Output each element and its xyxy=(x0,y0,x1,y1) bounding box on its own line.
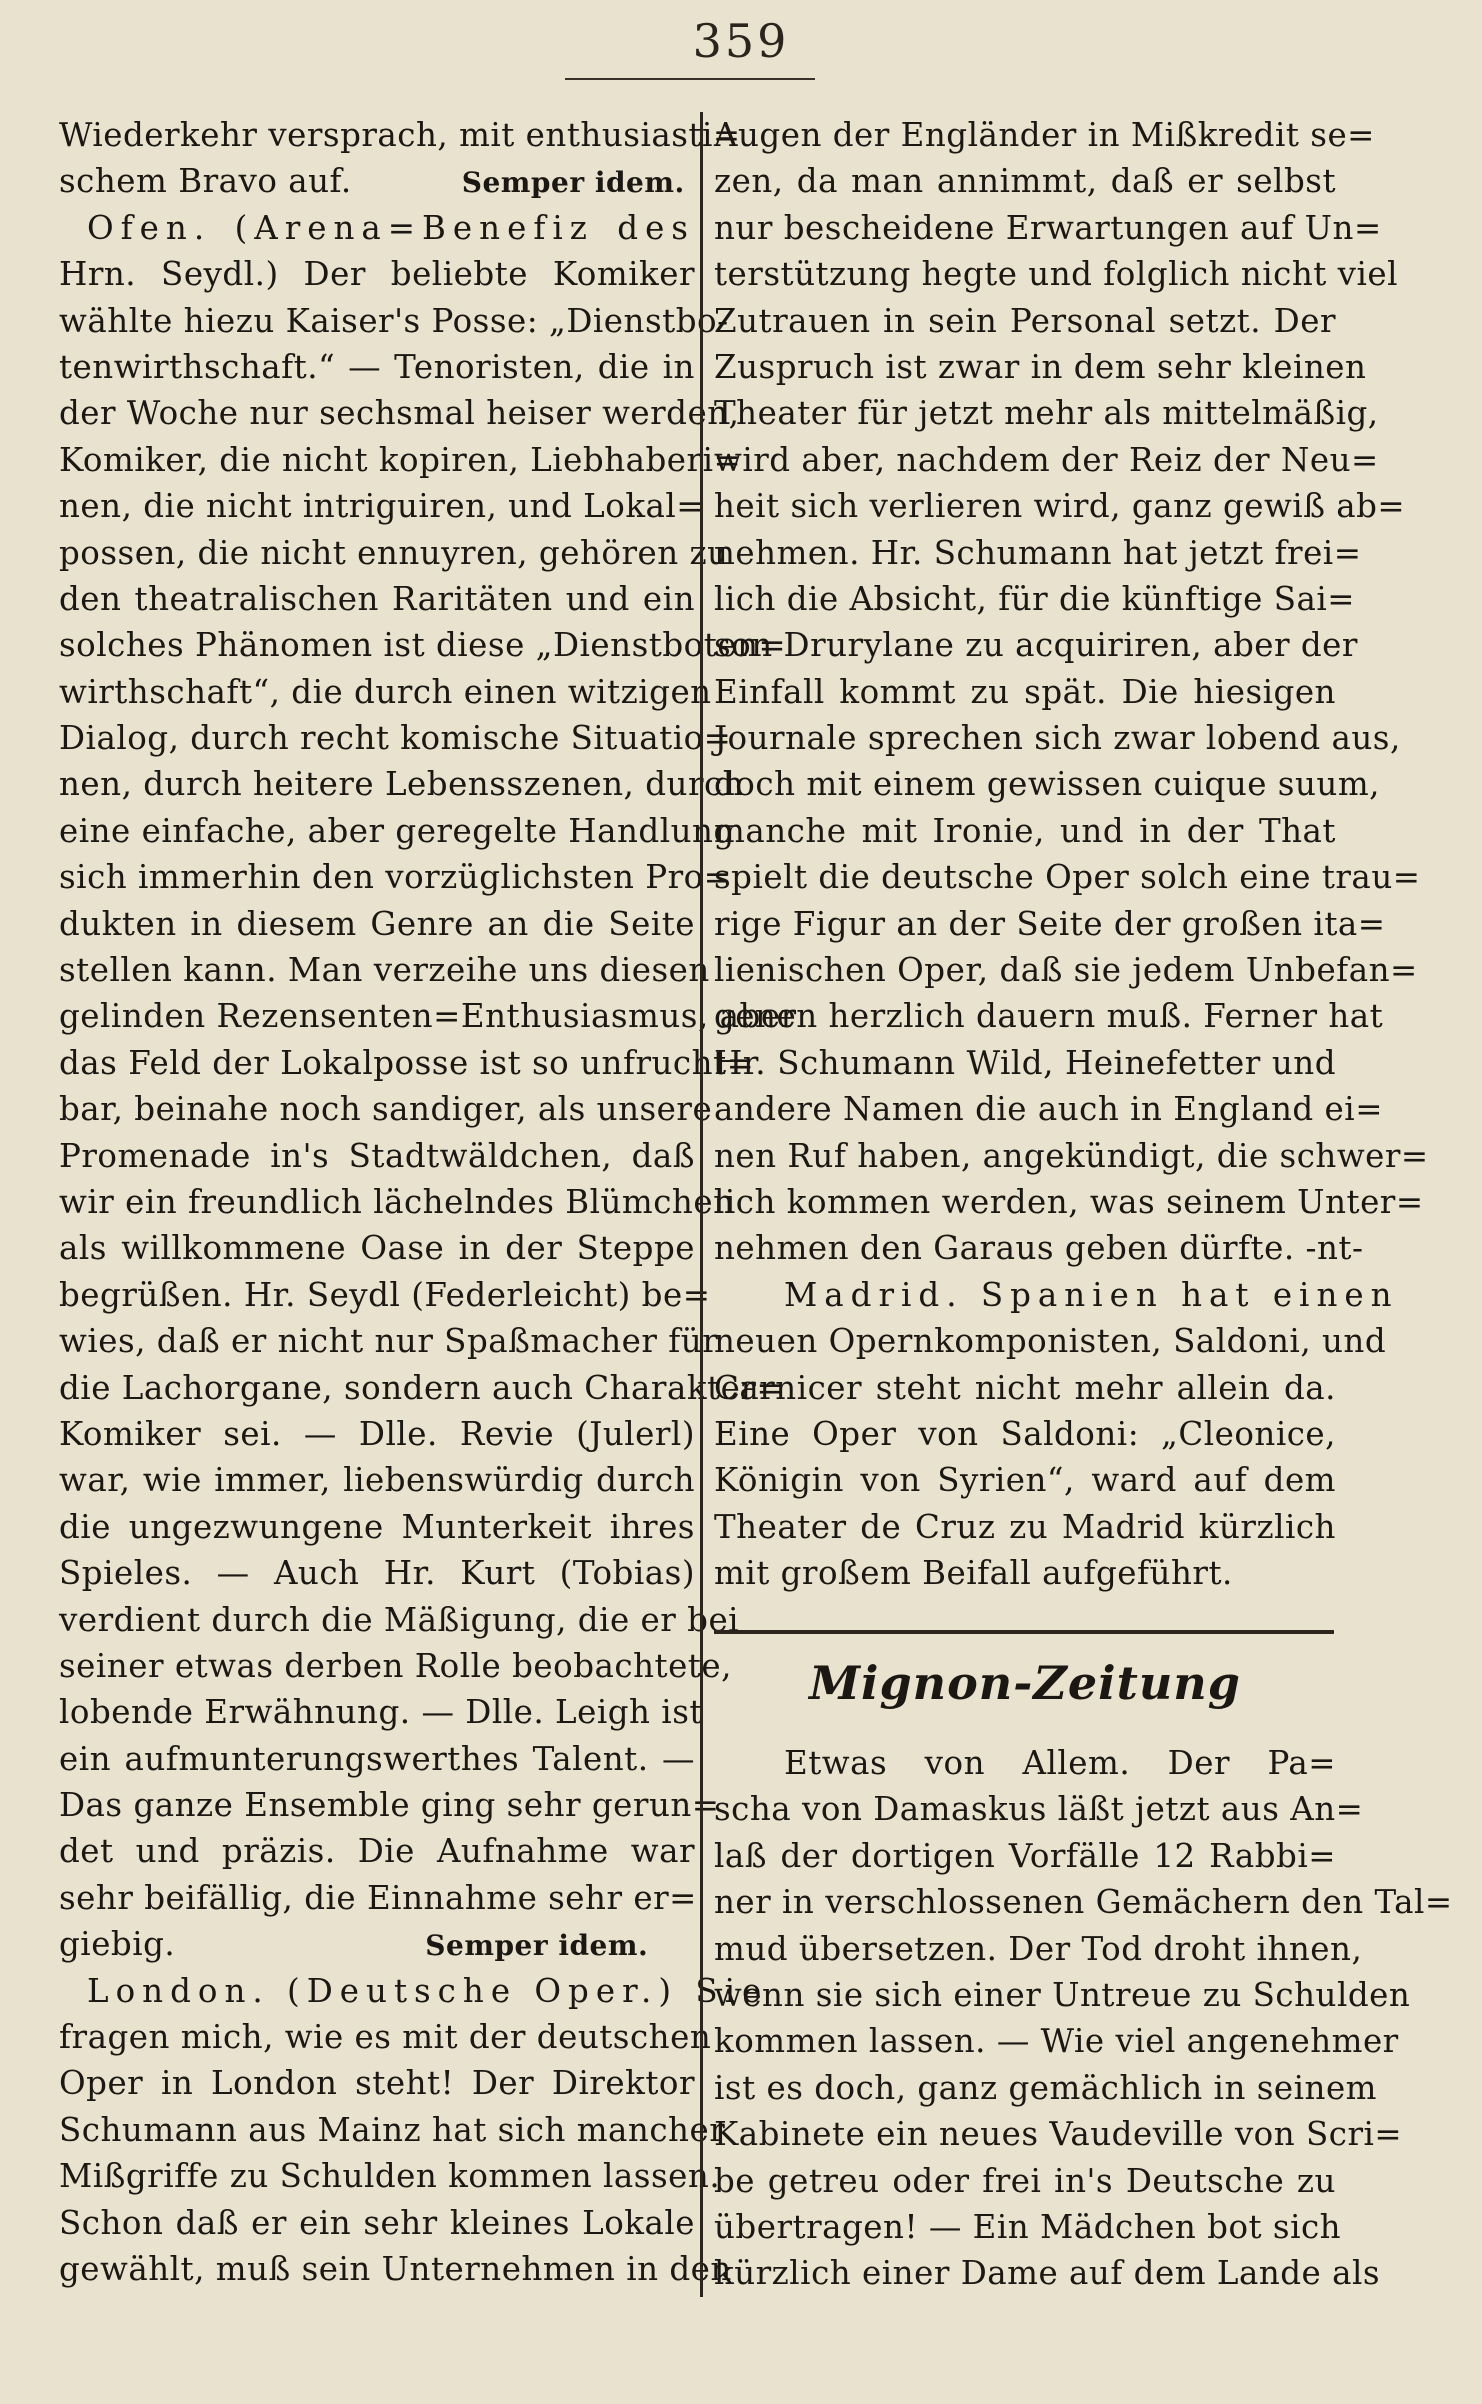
text-line: scha von Damaskus läßt jetzt aus An= xyxy=(714,1790,1364,1829)
text-line: Das ganze Ensemble ging sehr gerun= xyxy=(59,1786,720,1825)
text-line: Hr. Schumann Wild, Heinefetter und xyxy=(714,1043,1336,1082)
text-line: Journale sprechen sich zwar lobend aus, xyxy=(714,719,1401,758)
text-line: son Drurylane zu acquiriren, aber der xyxy=(714,626,1358,665)
text-line: Ofen. (Arena=Benefiz des xyxy=(87,208,695,247)
text-line: heit sich verlieren wird, ganz gewiß ab= xyxy=(714,487,1406,526)
text-line: London. (Deutsche Oper.) Sie xyxy=(87,1971,769,2010)
text-line: kommen lassen. — Wie viel angenehmer xyxy=(714,2022,1399,2061)
header-rule xyxy=(565,78,815,80)
text-line: wenn sie sich einer Untreue zu Schulden xyxy=(714,1975,1411,2014)
text-line: Augen der Engländer in Mißkredit se= xyxy=(714,116,1375,154)
text-line: Zutrauen in sein Personal setzt. Der xyxy=(714,301,1336,340)
text-line: Theater de Cruz zu Madrid kürzlich xyxy=(714,1507,1336,1546)
text-line: sehr beifällig, die Einnahme sehr er= xyxy=(59,1878,697,1917)
left-column xyxy=(59,112,797,2292)
text-line: als willkommene Oase in der Steppe xyxy=(59,1229,695,1268)
section-title: Mignon-Zeitung xyxy=(809,1656,1241,1710)
text-line: seiner etwas derben Rolle beobachtete, xyxy=(59,1646,732,1685)
text-line: bar, beinahe noch sandiger, als unsere xyxy=(59,1090,713,1129)
text-line: lienischen Oper, daß sie jedem Unbefan= xyxy=(714,951,1418,990)
text-line: manche mit Ironie, und in der That xyxy=(714,811,1336,850)
text-line: nen, durch heitere Lebensszenen, durch xyxy=(59,765,745,804)
text-line: die Lachorgane, sondern auch Charakter= xyxy=(59,1368,785,1407)
text-line: gewählt, muß sein Unternehmen in den xyxy=(59,2249,732,2288)
text-line: Komiker, die nicht kopiren, Liebhaberi= xyxy=(59,440,742,479)
text-line: nehmen den Garaus geben dürfte. -nt- xyxy=(714,1229,1364,1268)
text-line: nehmen. Hr. Schumann hat jetzt frei= xyxy=(714,533,1362,572)
text-line: lich die Absicht, für die künftige Sai= xyxy=(714,579,1355,618)
text-line: giebig. Semper idem. xyxy=(59,1925,649,1964)
text-line: possen, die nicht ennuyren, gehören zu xyxy=(59,533,729,572)
text-line: Carnicer steht nicht mehr allein da. xyxy=(714,1368,1336,1407)
text-line: gelinden Rezensenten=Enthusiasmus, aber xyxy=(59,997,797,1036)
text-line: Wiederkehr versprach, mit enthusiasti= xyxy=(59,116,741,154)
text-line: spielt die deutsche Oper solch eine trau= xyxy=(714,858,1421,897)
text-line: ein aufmunterungswerthes Talent. — xyxy=(59,1739,695,1778)
text-line: laß der dortigen Vorfälle 12 Rabbi= xyxy=(714,1836,1336,1875)
text-line: begrüßen. Hr. Seydl (Federleicht) be= xyxy=(59,1275,711,1314)
text-line: be getreu oder frei in's Deutsche zu xyxy=(714,2161,1336,2200)
text-line: ner in verschlossenen Gemächern den Tal= xyxy=(714,1883,1453,1922)
text-line: dukten in diesem Genre an die Seite xyxy=(59,904,695,943)
text-line: Eine Oper von Saldoni: „Cleonice, xyxy=(714,1414,1336,1453)
page-number: 359 xyxy=(692,14,790,68)
text-line: Dialog, durch recht komische Situatio= xyxy=(59,719,732,758)
text-line: Komiker sei. — Dlle. Revie (Julerl) xyxy=(59,1414,695,1453)
text-line: mud übersetzen. Der Tod droht ihnen, xyxy=(714,1929,1363,1968)
text-line: war, wie immer, liebenswürdig durch xyxy=(59,1461,695,1500)
text-line: lich kommen werden, was seinem Unter= xyxy=(714,1182,1424,1221)
text-line: tenwirthschaft.“ — Tenoristen, die in xyxy=(59,347,695,386)
text-line: wirthschaft“, die durch einen witzigen xyxy=(59,672,712,711)
text-line: den theatralischen Raritäten und ein xyxy=(59,579,695,618)
text-line: Einfall kommt zu spät. Die hiesigen xyxy=(714,672,1336,711)
text-line: wählte hiezu Kaiser's Posse: „Dienstbo- xyxy=(59,301,729,340)
text-line: schem Bravo auf. Semper idem. xyxy=(59,162,685,201)
text-line: doch mit einem gewissen cuique suum, xyxy=(714,765,1381,804)
text-line: solches Phänomen ist diese „Dienstboten= xyxy=(59,626,787,665)
text-line: kürzlich einer Dame auf dem Lande als xyxy=(714,2254,1381,2293)
text-line: Hrn. Seydl.) Der beliebte Komiker xyxy=(59,255,695,294)
text-line: sich immerhin den vorzüglichsten Pro= xyxy=(59,858,732,897)
text-line: Schumann aus Mainz hat sich mancher xyxy=(59,2110,726,2149)
signature: Semper idem. xyxy=(425,1929,649,1963)
text-line: lobende Erwähnung. — Dlle. Leigh ist xyxy=(59,1693,703,1732)
text-line: übertragen! — Ein Mädchen bot sich xyxy=(714,2207,1342,2246)
text-line: wir ein freundlich lächelndes Blümchen xyxy=(59,1182,735,1221)
text-line: Theater für jetzt mehr als mittelmäßig, xyxy=(714,394,1379,433)
text-line: nen, die nicht intriguiren, und Lokal= xyxy=(59,487,705,526)
text-line: det und präzis. Die Aufnahme war xyxy=(59,1832,695,1871)
text-line: verdient durch die Mäßigung, die er bei xyxy=(59,1600,740,1639)
text-line: stellen kann. Man verzeihe uns diesen xyxy=(59,951,710,990)
text-line: genen herzlich dauern muß. Ferner hat xyxy=(714,997,1384,1036)
text-line: Schon daß er ein sehr kleines Lokale xyxy=(59,2203,695,2242)
text-line: eine einfache, aber geregelte Handlung xyxy=(59,811,735,850)
text-line: Spieles. — Auch Hr. Kurt (Tobias) xyxy=(59,1554,695,1593)
column-divider xyxy=(700,112,703,2297)
text-line: wies, daß er nicht nur Spaßmacher für xyxy=(59,1322,719,1361)
text-line: Kabinete ein neues Vaudeville von Scri= xyxy=(714,2115,1403,2154)
text-line: die ungezwungene Munterkeit ihres xyxy=(59,1507,695,1546)
text-line: terstützung hegte und folglich nicht viel xyxy=(714,255,1399,294)
text-line: zen, da man annimmt, daß er selbst xyxy=(714,162,1336,201)
text-line: Madrid. Spanien hat einen xyxy=(784,1275,1399,1314)
text-line: Mißgriffe zu Schulden kommen lassen. xyxy=(59,2157,721,2196)
text-line: andere Namen die auch in England ei= xyxy=(714,1090,1383,1129)
text-line: Promenade in's Stadtwäldchen, daß xyxy=(59,1136,695,1175)
text-line: Etwas von Allem. Der Pa= xyxy=(784,1744,1336,1782)
text-line: Zuspruch ist zwar in dem sehr kleinen xyxy=(714,347,1367,386)
section-rule xyxy=(714,1630,1334,1634)
text-line: nen Ruf haben, angekündigt, die schwer= xyxy=(714,1136,1429,1175)
text-line: wird aber, nachdem der Reiz der Neu= xyxy=(714,440,1379,479)
text-line: neuen Opernkomponisten, Saldoni, und xyxy=(714,1322,1387,1361)
right-column-upper xyxy=(714,112,1429,1597)
text-line: Königin von Syrien“, ward auf dem xyxy=(714,1461,1336,1500)
text-line: mit großem Beifall aufgeführt. xyxy=(714,1554,1233,1593)
text-line: nur bescheidene Erwartungen auf Un= xyxy=(714,208,1382,247)
right-column-lower xyxy=(714,1740,1453,2297)
text-line: der Woche nur sechsmal heiser werden, xyxy=(59,394,740,433)
text-line: Oper in London steht! Der Direktor xyxy=(59,2064,695,2103)
text-line: ist es doch, ganz gemächlich in seinem xyxy=(714,2068,1378,2107)
signature: Semper idem. xyxy=(461,166,685,200)
text-line: fragen mich, wie es mit der deutschen xyxy=(59,2018,712,2057)
text-line: das Feld der Lokalposse ist so unfrucht= xyxy=(59,1043,755,1082)
text-line: rige Figur an der Seite der großen ita= xyxy=(714,904,1386,943)
